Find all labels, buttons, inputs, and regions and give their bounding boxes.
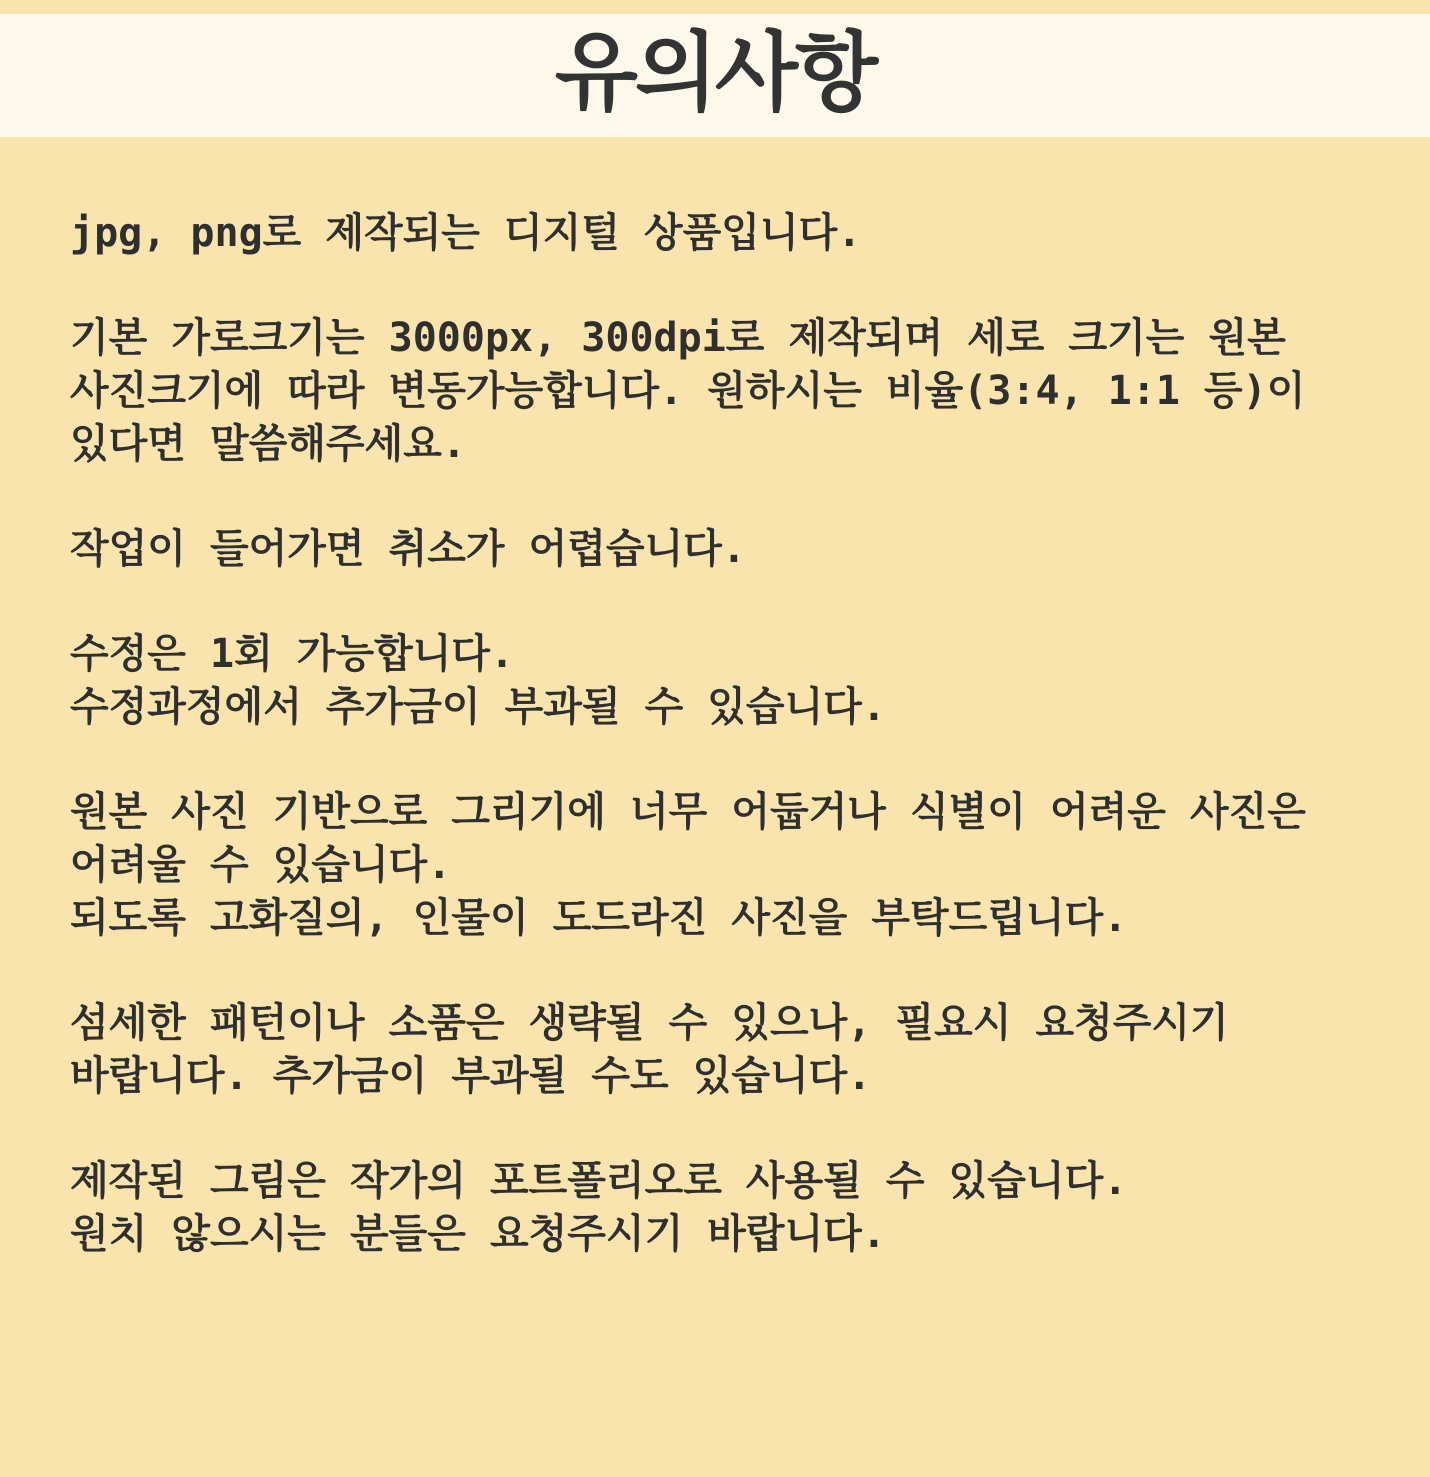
notice-line: 제작된 그림은 작가의 포트폴리오로 사용될 수 있습니다. bbox=[70, 1158, 1128, 1204]
notice-line: 원치 않으시는 분들은 요청주시기 바랍니다. bbox=[70, 1211, 886, 1257]
notice-details bbox=[70, 997, 1370, 1103]
notice-line: 작업이 들어가면 취소가 어렵습니다. bbox=[70, 526, 746, 572]
page-title: 유의사항 bbox=[554, 22, 876, 123]
notice-line: jpg, png로 제작되는 디지털 상품입니다. bbox=[70, 210, 862, 256]
notice-line: 사진크기에 따라 변동가능합니다. 원하시는 비율(3:4, 1:1 등)이 bbox=[70, 368, 1306, 414]
notice-photo-quality bbox=[70, 786, 1370, 945]
title-bar bbox=[0, 14, 1430, 137]
notice-size bbox=[70, 312, 1370, 471]
notice-line: 되도록 고화질의, 인물이 도드라진 사진을 부탁드립니다. bbox=[70, 895, 1128, 941]
notice-format bbox=[70, 207, 1370, 260]
notice-line: 어려울 수 있습니다. bbox=[70, 842, 452, 888]
notice-cancellation bbox=[70, 523, 1370, 576]
notice-line: 있다면 말씀해주세요. bbox=[70, 421, 466, 467]
notice-line: 원본 사진 기반으로 그리기에 너무 어둡거나 식별이 어려운 사진은 bbox=[70, 789, 1306, 835]
notice-portfolio bbox=[70, 1155, 1370, 1261]
top-border-strip bbox=[0, 0, 1430, 14]
notice-line: 수정은 1회 가능합니다. bbox=[70, 631, 515, 677]
notice-revision bbox=[70, 628, 1370, 734]
notice-line: 섬세한 패턴이나 소품은 생략될 수 있으나, 필요시 요청주시기 bbox=[70, 1000, 1229, 1046]
notice-line: 기본 가로크기는 3000px, 300dpi로 제작되며 세로 크기는 원본 bbox=[70, 315, 1286, 361]
notice-content bbox=[70, 207, 1370, 1313]
notice-line: 바랍니다. 추가금이 부과될 수도 있습니다. bbox=[70, 1053, 872, 1099]
notice-line: 수정과정에서 추가금이 부과될 수 있습니다. bbox=[70, 684, 886, 730]
